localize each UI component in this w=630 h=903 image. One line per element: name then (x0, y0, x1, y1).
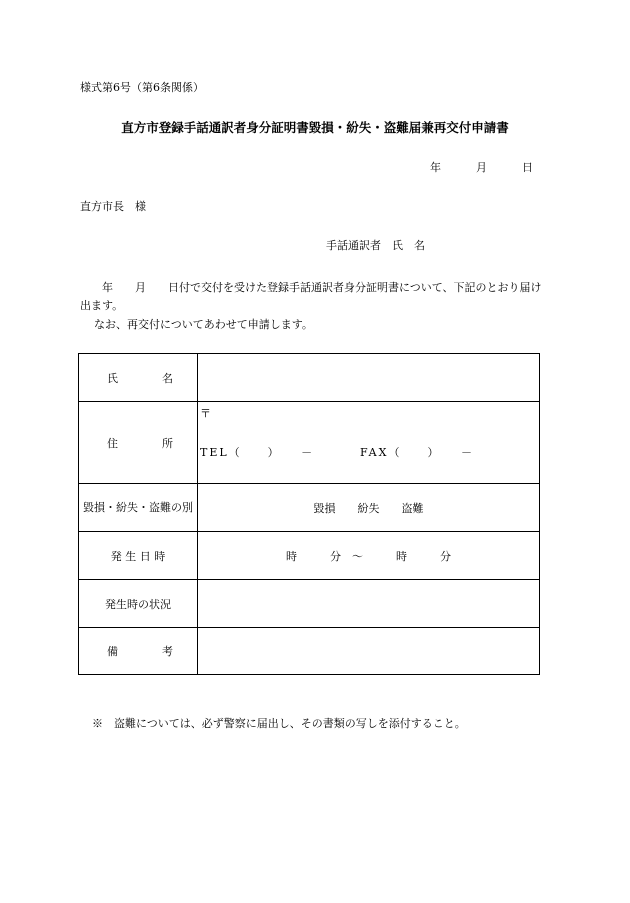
tel-label: TEL（ ） － (200, 446, 315, 459)
body-text-2: なお、再交付についてあわせて申請します。 (94, 318, 313, 331)
category-options[interactable]: 毀損 紛失 盗難 (198, 484, 540, 532)
address-label (79, 402, 198, 484)
remarks-label-1: 備 (107, 645, 118, 658)
document-title: 直方市登録手話通訳者身分証明書毀損・紛失・盗難届兼再交付申請書 (121, 120, 509, 135)
application-table (78, 353, 540, 675)
category-label: 毀損・紛失・盗難の別 (79, 484, 198, 532)
date-year: 年 (430, 161, 441, 174)
row-category (79, 484, 540, 532)
situation-label: 発生時の状況 (79, 580, 198, 628)
row-datetime (79, 532, 540, 580)
address-label-2: 所 (162, 436, 173, 450)
addressee: 直方市長 様 (80, 200, 146, 213)
row-address (79, 402, 540, 484)
name-label (79, 354, 198, 402)
form-number: 様式第6号（第6条関係） (80, 81, 204, 94)
footer-note: ※ 盗難については、必ず警察に届出し、その書類の写しを添付すること。 (92, 717, 466, 730)
name-value[interactable] (198, 354, 540, 402)
row-remarks (79, 628, 540, 675)
date-day: 日 (522, 161, 533, 174)
body-text-1: 年 月 日付で交付を受けた登録手話通訳者身分証明書について、下記のとおり届け出ます。 (80, 281, 542, 312)
row-situation (79, 580, 540, 628)
name-label-2: 名 (162, 371, 173, 385)
datetime-value[interactable]: 時 分 ～ 時 分 (198, 532, 540, 580)
address-label-1: 住 (107, 436, 118, 450)
situation-value[interactable] (198, 580, 540, 628)
fax-label: FAX（ ） － (360, 446, 474, 459)
row-name (79, 354, 540, 402)
name-label-1: 氏 (107, 371, 118, 385)
remarks-label-2: 考 (162, 645, 173, 658)
applicant-label: 手話通訳者 氏 名 (326, 239, 425, 252)
date-month: 月 (476, 161, 487, 174)
address-value[interactable] (198, 402, 540, 484)
datetime-label: 発 生 日 時 (79, 532, 198, 580)
date-line (430, 162, 533, 173)
remarks-value[interactable] (198, 628, 540, 675)
postal-mark: 〒 (200, 407, 211, 420)
remarks-label (79, 628, 198, 675)
